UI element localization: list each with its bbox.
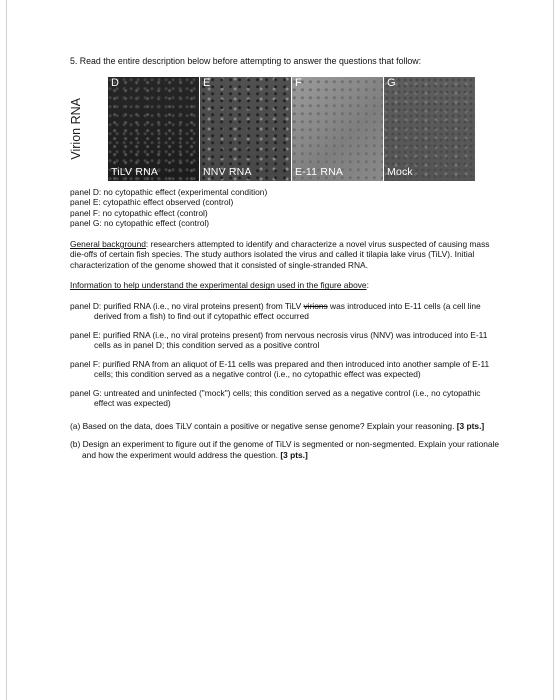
question-points: [3 pts.] bbox=[280, 449, 308, 460]
panel-detail-text: panel D: purified RNA (i.e., no viral proteins present) from TiLV bbox=[70, 300, 304, 311]
figure bbox=[70, 75, 500, 183]
panel-notes bbox=[70, 187, 500, 229]
panel-detail-text: panel F: purified RNA from an aliquot of E-11 cells was prepared and then introduced into another sample of E-11 cells; this condition served as a negative control (i.e., no cytopathic effect was expected) bbox=[70, 358, 490, 380]
panel-detail-text-rest: was introduced into E-11 cells (a cell line derived from a fish) to find out if cytopathic effect occurred bbox=[94, 300, 481, 322]
panel-caption: Mock bbox=[387, 165, 413, 178]
figure-panel-g bbox=[384, 77, 475, 181]
question-points: [3 pts.] bbox=[456, 420, 485, 431]
panel-detail-e bbox=[70, 330, 500, 351]
panel-note: panel G: no cytopathic effect (control) bbox=[70, 218, 210, 229]
panel-detail-text: panel G: untreated and uninfected ("mock") cells; this condition served as a negative control (i.e., no cytopathic effect was expected) bbox=[70, 387, 481, 409]
panel-detail-f bbox=[70, 359, 500, 380]
panel-caption: E-11 RNA bbox=[295, 165, 344, 178]
question-text: (b) Design an experiment to figure out if the genome of TiLV is segmented or non-segmented. Explain your rationale and how the experiment would address the question. bbox=[70, 439, 500, 460]
questions bbox=[70, 421, 500, 461]
figure-panel-d bbox=[108, 77, 199, 181]
page-content bbox=[70, 56, 500, 468]
general-background bbox=[70, 239, 500, 271]
panel-letter: F bbox=[295, 76, 302, 89]
figure-panels bbox=[108, 77, 538, 181]
info-heading-line bbox=[70, 280, 500, 291]
general-background-heading: General background bbox=[70, 238, 146, 249]
question-heading: 5. Read the entire description below before attempting to answer the questions that follow: bbox=[70, 56, 422, 66]
panel-letter: D bbox=[111, 76, 119, 89]
page-edge-right bbox=[553, 0, 554, 700]
general-background-text: : researchers attempted to identify and characterize a novel virus suspected of causing mass die-offs of certain fish species. The study authors isolated the virus and called it tilapia lake virus (TiLV). Initial characterization of the genome showed that it consisted of single-stranded RNA. bbox=[70, 238, 490, 270]
question-text: (a) Based on the data, does TiLV contain a positive or negative sense genome? Explain your reasoning. bbox=[70, 420, 457, 431]
panel-letter: E bbox=[203, 76, 211, 89]
panel-detail-text: panel E: purified RNA (i.e., no viral proteins present) from nervous necrosis virus (NNV) was introduced into E-11 cells as in panel D; this condition served as a positive control bbox=[70, 329, 488, 351]
figure-axis-label-text: Virion RNA bbox=[69, 98, 84, 160]
question-b bbox=[70, 439, 500, 460]
panel-caption: NNV RNA bbox=[203, 165, 252, 178]
figure-axis-label bbox=[68, 81, 86, 177]
panel-detail-g bbox=[70, 388, 500, 409]
panel-letter: G bbox=[387, 76, 396, 89]
panel-details bbox=[70, 301, 500, 409]
panel-note: panel F: no cytopathic effect (control) bbox=[70, 207, 208, 218]
info-heading: Information to help understand the experimental design used in the figure above bbox=[70, 280, 367, 291]
panel-note: panel D: no cytopathic effect (experimental condition) bbox=[70, 186, 268, 197]
struck-word: virions bbox=[303, 300, 328, 311]
page-edge-left bbox=[6, 0, 7, 700]
panel-caption: TiLV RNA bbox=[111, 165, 159, 178]
question-a bbox=[70, 421, 500, 432]
info-heading-colon: : bbox=[366, 280, 369, 291]
figure-panel-e bbox=[200, 77, 291, 181]
panel-note: panel E: cytopathic effect observed (control) bbox=[70, 197, 234, 208]
panel-detail-d bbox=[70, 301, 500, 322]
figure-panel-f bbox=[292, 77, 383, 181]
